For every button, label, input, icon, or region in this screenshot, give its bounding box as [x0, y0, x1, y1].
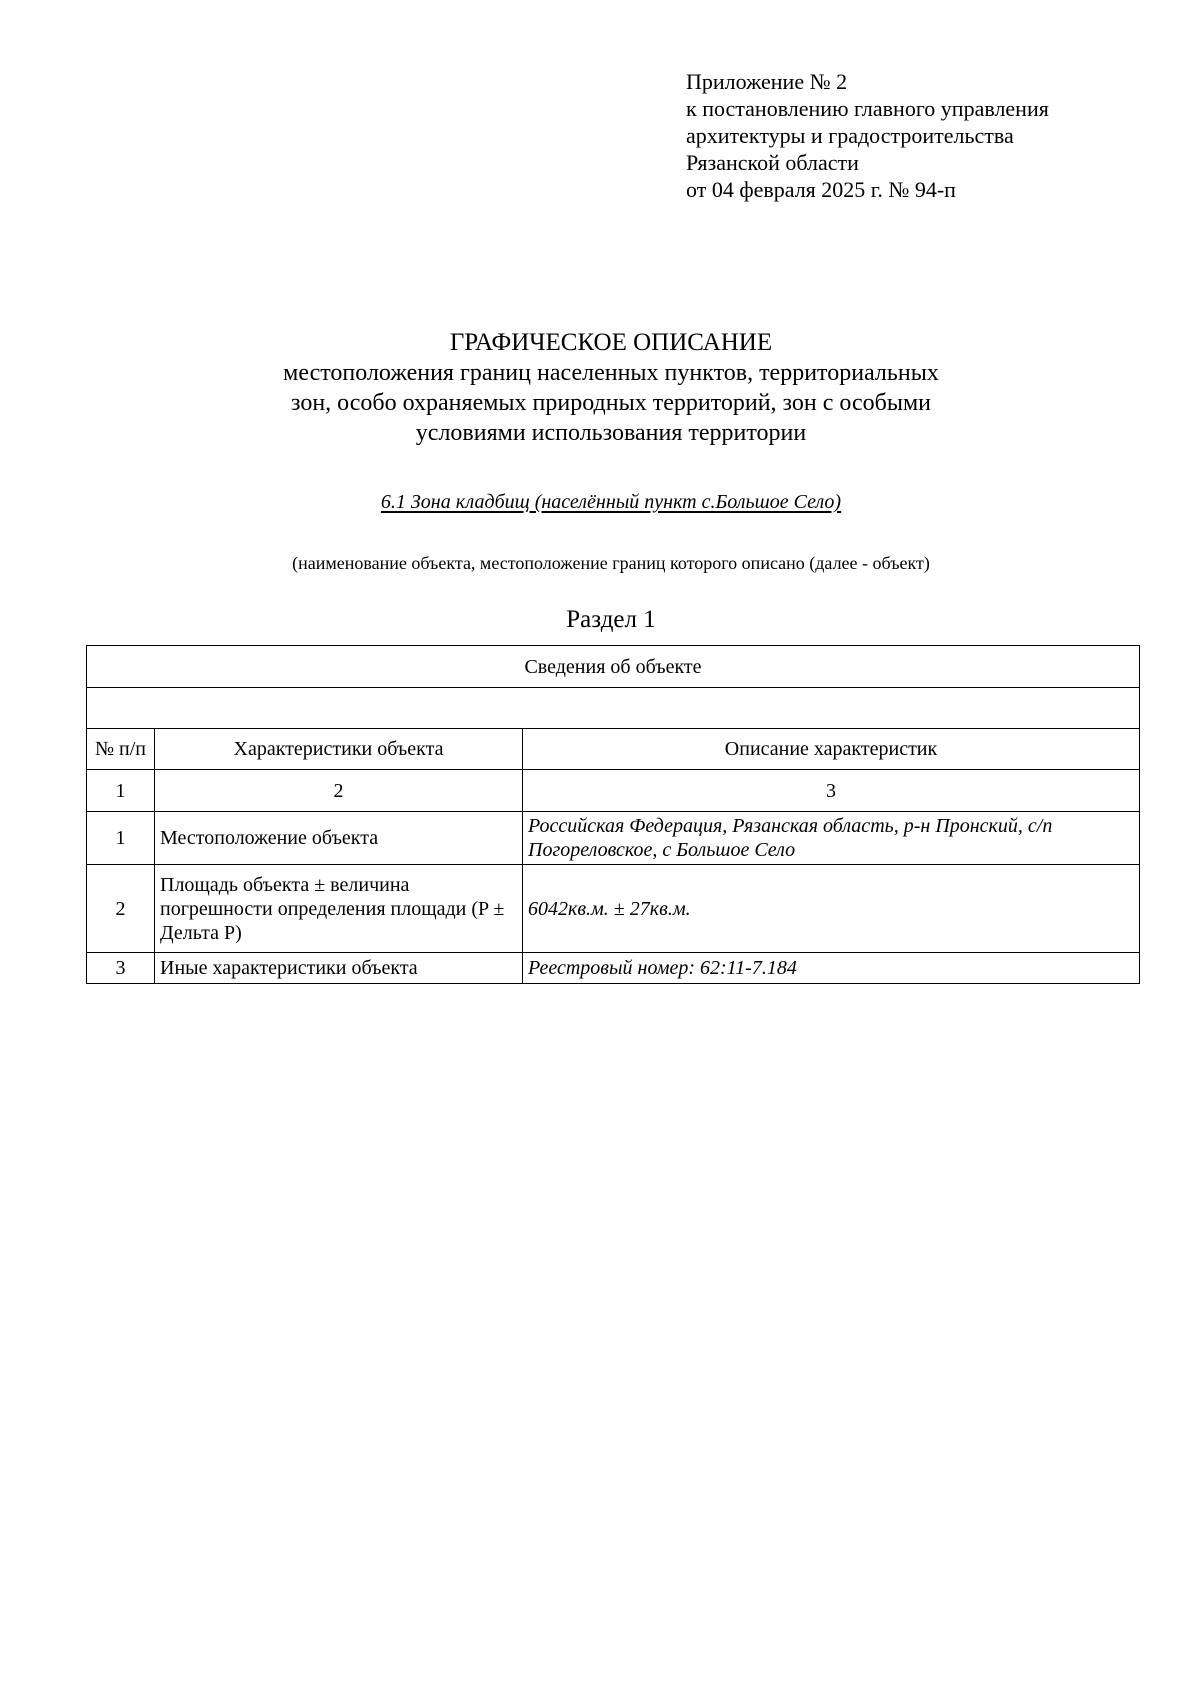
column-number: 3 — [523, 770, 1140, 812]
row-description: Российская Федерация, Рязанская область, р-н Пронский, с/п Погореловское, с Большое Село — [523, 812, 1140, 865]
appendix-number: Приложение № 2 — [686, 69, 848, 94]
column-header-description: Описание характеристик — [523, 729, 1140, 770]
appendix-header — [686, 68, 1049, 203]
row-number: 1 — [87, 812, 155, 865]
table-caption-row — [87, 646, 1140, 688]
section-title: Раздел 1 — [566, 606, 656, 633]
row-characteristic: Иные характеристики объекта — [155, 953, 523, 984]
object-name-text: 6.1 Зона кладбищ (населённый пункт с.Большое Село) — [380, 491, 842, 513]
object-info-table — [86, 645, 1140, 984]
table-header-row — [87, 729, 1140, 770]
row-number: 3 — [87, 953, 155, 984]
appendix-line: к постановлению главного управления — [686, 96, 1049, 121]
object-caption: (наименование объекта, местоположение границ которого описано (далее - объект) — [292, 553, 930, 573]
table-blank-row — [87, 688, 1140, 729]
table-row — [87, 865, 1140, 953]
column-number: 2 — [155, 770, 523, 812]
row-number: 2 — [87, 865, 155, 953]
document-title — [0, 328, 1200, 448]
column-header-number: № п/п — [87, 729, 155, 770]
appendix-line: архитектуры и градостроительства — [686, 123, 1014, 148]
row-description: 6042кв.м. ± 27кв.м. — [523, 865, 1140, 953]
column-header-characteristic: Характеристики объекта — [155, 729, 523, 770]
table-caption: Сведения об объекте — [87, 646, 1140, 688]
appendix-line: Рязанской области — [686, 150, 859, 175]
page-title: ГРАФИЧЕСКОЕ ОПИСАНИЕ — [449, 329, 773, 356]
row-characteristic: Площадь объекта ± величина погрешности определения площади (P ± Дельта P) — [155, 865, 523, 953]
appendix-date: от 04 февраля 2025 г. № 94-п — [686, 177, 956, 202]
table-row — [87, 953, 1140, 984]
column-number: 1 — [87, 770, 155, 812]
row-characteristic: Местоположение объекта — [155, 812, 523, 865]
title-line: зон, особо охраняемых природных территорий, зон с особыми — [290, 390, 932, 416]
row-description: Реестровый номер: 62:11-7.184 — [523, 953, 1140, 984]
object-name — [0, 491, 1200, 514]
table-row — [87, 812, 1140, 865]
table-blank-cell — [87, 688, 1140, 729]
table-column-numbers-row — [87, 770, 1140, 812]
title-line: местоположения границ населенных пунктов, территориальных — [283, 360, 939, 386]
title-line: условиями использования территории — [415, 420, 807, 446]
